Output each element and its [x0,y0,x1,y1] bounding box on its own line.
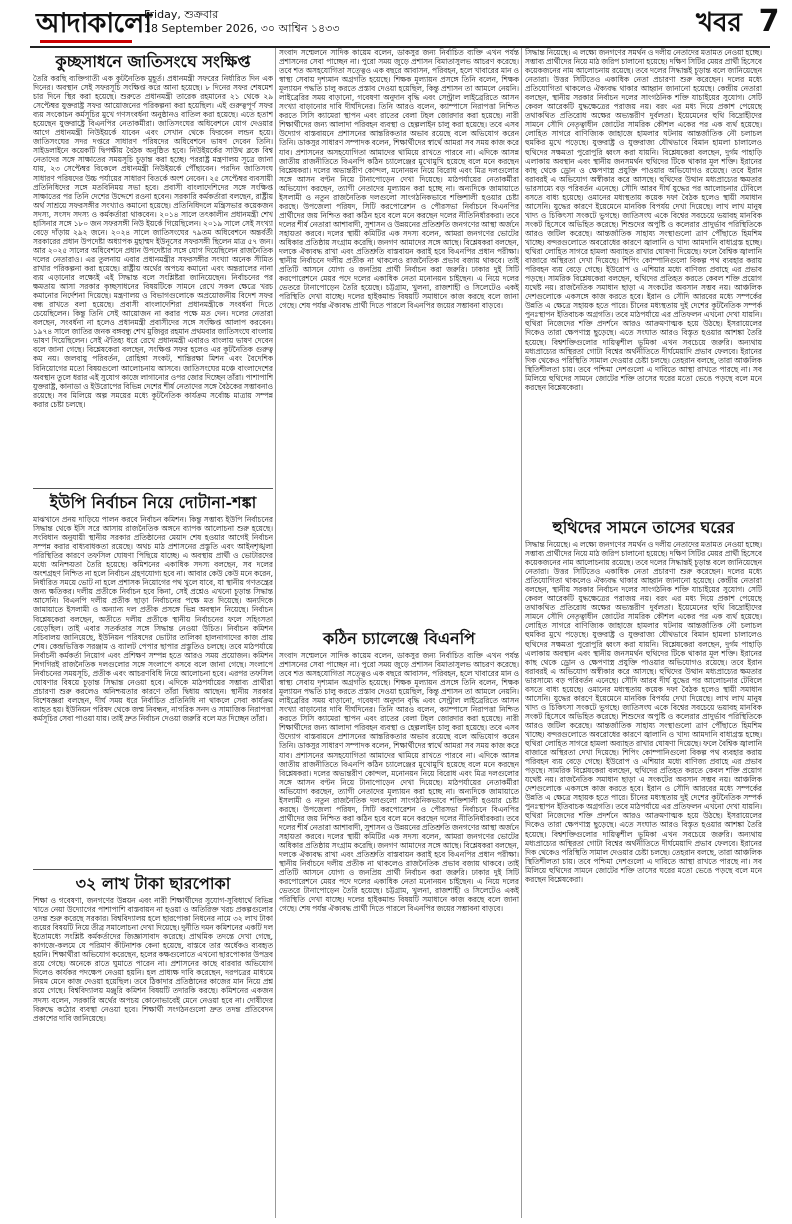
dateline [144,8,339,36]
article-body-continued: সিদ্ধান্ত নিয়েছে। এ লক্ষ্যে জনগণের সমর্থন ও দলীয় নেতাদের মতামত নেওয়া হচ্ছে। সম্ভাব্য প্রার্থীদের নিয়ে মাঠ জরিপ চালানো হয়েছে। দক্ষিণ সিটির মেয়র প্রার্থী হিসেবে কয়েকজনের নাম আলোচনায় রয়েছে। তবে দলের সিদ্ধান্তই চূড়ান্ত বলে জানিয়েছেন নেতারা। উত্তর সিটিতেও একাধিক নেতা প্রচারণা শুরু করেছেন। দলের মধ্যে প্রতিযোগিতা থাকলেও ঐক্যবদ্ধ থাকার আহ্বান জানানো হয়েছে। কেন্দ্রীয় নেতারা বলছেন, স্থানীয় সরকার নির্বাচন দলের সাংগঠনিক শক্তি যাচাইয়ের সুযোগ। সেটি কেবল আরেকটি যুদ্ধক্ষেত্রের পরাজয় নয়। বরং এর মধ্য দিয়ে প্রকাশ পেয়েছে তথাকথিত প্রতিরোধ অক্ষের অভ্যন্তরীণ দুর্বলতা। ইয়েমেনের হুথি বিদ্রোহীদের সামনে সৌদি নেতৃত্বাধীন জোটের সামরিক কৌশল একের পর এক ব্যর্থ হয়েছে। লোহিত সাগরে বাণিজ্যিক জাহাজে হামলার ঘটনায় আন্তর্জাতিক নৌ চলাচল হুমকির মুখে পড়েছে। যুক্তরাষ্ট্র ও যুক্তরাজ্য যৌথভাবে বিমান হামলা চালালেও হুথিদের সক্ষমতা পুরোপুরি ধ্বংস করা যায়নি। বিশ্লেষকেরা বলছেন, দুর্গম পাহাড়ি এলাকায় অবস্থান এবং স্থানীয় জনসমর্থন হুথিদের টিকে থাকার মূল শক্তি। ইরানের কাছ থেকে ড্রোন ও ক্ষেপণাস্ত্র প্রযুক্তি পাওয়ার অভিযোগও রয়েছে। তবে ইরান বরাবরই এ অভিযোগ অস্বীকার করে আসছে। হুথিদের উত্থান মধ্যপ্রাচ্যের ক্ষমতার ভারসাম্যে বড় পরিবর্তন এনেছে। সৌদি আরব দীর্ঘ যুদ্ধের পর আলোচনার টেবিলে বসতে বাধ্য হয়েছে। ওমানের মধ্যস্থতায় কয়েক দফা বৈঠক হলেও স্থায়ী সমাধান আসেনি। যুদ্ধের কারণে ইয়েমেনে মানবিক বিপর্যয় দেখা দিয়েছে। লাখ লাখ মানুষ খাদ্য ও চিকিৎসা সংকটে ভুগছে। জাতিসংঘ একে বিশ্বের সবচেয়ে ভয়াবহ মানবিক সংকট হিসেবে অভিহিত করেছে। শিশুদের অপুষ্টি ও কলেরার প্রাদুর্ভাব পরিস্থিতিকে আরও জটিল করেছে। আন্তর্জাতিক সাহায্য সংস্থাগুলো ত্রাণ পৌঁছাতে হিমশিম খাচ্ছে। বন্দরগুলোতে অবরোধের কারণে জ্বালানি ও খাদ্য আমদানি বাধাগ্রস্ত হচ্ছে। হুথিরা লোহিত সাগরে হামলা অব্যাহত রাখার ঘোষণা দিয়েছে। ফলে বৈশ্বিক জ্বালানি বাজারে অস্থিরতা দেখা দিয়েছে। শিপিং কোম্পানিগুলো বিকল্প পথ ব্যবহার করায় পরিবহন ব্যয় বেড়ে গেছে। ইউরোপ ও এশিয়ার মধ্যে বাণিজ্য প্রবাহে এর প্রভাব পড়ছে। সামরিক বিশ্লেষকেরা বলছেন, হুথিদের প্রতিহত করতে কেবল শক্তি প্রয়োগ যথেষ্ট নয়। রাজনৈতিক সমাধান ছাড়া এ সংকটের অবসান সম্ভব নয়। আঞ্চলিক দেশগুলোকে একসঙ্গে কাজ করতে হবে। ইরান ও সৌদি আরবের মধ্যে সম্পর্কের উন্নতি এ ক্ষেত্রে সহায়ক হতে পারে। চীনের মধ্যস্থতায় দুই দেশের কূটনৈতিক সম্পর্ক পুনঃস্থাপন ইতিবাচক অগ্রগতি। তবে মাঠপর্যায়ে এর প্রতিফলন এখনো দেখা যায়নি। হুথিরা নিজেদের শক্তি প্রদর্শনে আরও আক্রমণাত্মক হয়ে উঠছে। ইসরায়েলের দিকেও তারা ক্ষেপণাস্ত্র ছুড়েছে। এতে সংঘাত আরও বিস্তৃত হওয়ার আশঙ্কা তৈরি হয়েছে। বিশ্বশক্তিগুলোর দায়িত্বশীল ভূমিকা এখন সবচেয়ে জরুরি। অন্যথায় মধ্যপ্রাচ্যের অস্থিরতা গোটা বিশ্বের অর্থনীতিতে দীর্ঘমেয়াদি প্রভাব ফেলবে। ইরানের দিক থেকেও পরিস্থিতি সামাল দেওয়ার চেষ্টা চলছে। তেহরান বলছে, তারা আঞ্চলিক স্থিতিশীলতা চায়। তবে পশ্চিমা দেশগুলো এ দাবিতে আস্থা রাখতে পারছে না। সব মিলিয়ে হুথিদের সামনে জোটের শক্তি তাসের ঘরের মতো ভেঙে পড়ছে বলে মনে করছেন বিশ্লেষকেরা। [525,48,762,392]
article-separator [33,488,273,489]
issue-date: 18 September 2026, ৩০ আশ্বিন ১৪৩৩ [144,22,340,35]
article-body-continued: সংবাদ সম্মেলনে সাদিক কায়েম বলেন, ডাকসুর জন্য নির্বাচিত ব্যক্তি এখন পর্যন্ত প্রশাসনের সেবা পাচ্ছেন না। পুরো সময় জুড়ে প্রশাসন বিমাতাসুলভ আচরণ করেছে। তবে শত অসহযোগিতা সত্ত্বেও এক বছরে আবাসন, পরিবহন, হলে খাবারের মান ও স্বাস্থ্য সেবায় দৃশ্যমান অগ্রগতি হয়েছে। শিক্ষক মূল্যায়ন প্রসঙ্গে তিনি বলেন, শিক্ষক মূল্যায়ন পদ্ধতি চালু করতে প্রস্তাব দেওয়া হয়েছিল, কিন্তু প্রশাসন তা আমলে নেয়নি। লাইব্রেরির সময় বাড়ানো, গবেষণা অনুদান বৃদ্ধি এবং সেন্ট্রাল লাইব্রেরিতে আসন সংখ্যা বাড়ানোর দাবি দীর্ঘদিনের। তিনি আরও বলেন, ক্যাম্পাসে নিরাপত্তা নিশ্চিত করতে সিসি ক্যামেরা স্থাপন এবং রাতের বেলা টহল জোরদার করা হয়েছে। নারী শিক্ষার্থীদের জন্য আলাদা পরিবহন ব্যবস্থা ও হেল্পলাইন চালু করা হয়েছে। তবে এসব উদ্যোগ বাস্তবায়নে প্রশাসনের আন্তরিকতার অভাব রয়েছে বলে অভিযোগ করেন তিনি। ডাকসুর সাধারণ সম্পাদক বলেন, শিক্ষার্থীদের স্বার্থে আমরা সব সময় কাজ করে যাব। প্রশাসনের অসহযোগিতা আমাদের থামিয়ে রাখতে পারবে না। এদিকে আসন্ন জাতীয় রাজনীতিতে বিএনপি কঠিন চ্যালেঞ্জের মুখোমুখি হয়েছে বলে মনে করছেন বিশ্লেষকরা। দলের অভ্যন্তরীণ কোন্দল, মনোনয়ন নিয়ে বিরোধ এবং মিত্র দলগুলোর সঙ্গে আসন বণ্টন নিয়ে টানাপোড়েন দেখা দিয়েছে। মাঠপর্যায়ের নেতাকর্মীরা অভিযোগ করছেন, ত্যাগী নেতাদের মূল্যায়ন করা হচ্ছে না। অন্যদিকে জামায়াতে ইসলামী ও নতুন রাজনৈতিক দলগুলো সাংগঠনিকভাবে শক্তিশালী হওয়ার চেষ্টা করছে। উপজেলা পরিষদ, সিটি করপোরেশন ও পৌরসভা নির্বাচনে বিএনপির প্রার্থীদের জয় নিশ্চিত করা কঠিন হবে বলে মনে করছেন দলের নীতিনির্ধারকরা। তবে দলের শীর্ষ নেতারা আশাবাদী, সুশাসন ও উন্নয়নের প্রতিশ্রুতি জনগণের আস্থা অর্জনে সহায়তা করবে। দলের স্থায়ী কমিটির এক সদস্য বলেন, আমরা জনগণের ভোটের অধিকার প্রতিষ্ঠায় সংগ্রাম করেছি। জনগণ আমাদের সঙ্গে আছে। বিশ্লেষকরা বলছেন, দলকে ঐক্যবদ্ধ রাখা এবং প্রতিশ্রুতি বাস্তবায়ন করাই হবে বিএনপির প্রধান পরীক্ষা। স্থানীয় নির্বাচনে দলীয় প্রতীক না থাকলেও রাজনৈতিক প্রভাব বজায় থাকবে। তাই প্রতিটি আসনে যোগ্য ও জনপ্রিয় প্রার্থী নির্বাচন করা জরুরি। ঢাকার দুই সিটি করপোরেশনে মেয়র পদে দলের একাধিক নেতা মনোনয়ন চাইছেন। এ নিয়ে দলের ভেতরে টানাপোড়েন তৈরি হয়েছে। চট্টগ্রাম, খুলনা, রাজশাহী ও সিলেটেও একই পরিস্থিতি দেখা যাচ্ছে। দলের হাইকমান্ড বিষয়টি সমাধানে কাজ করছে বলে জানা গেছে। শেষ পর্যন্ত ঐক্যবদ্ধ প্রার্থী দিতে পারলে বিএনপির জয়ের সম্ভাবনা বাড়বে। [279,48,519,311]
article-headline[interactable]: ইউপি নির্বাচন নিয়ে দোটানা-শঙ্কা [49,493,257,512]
article-body: তৈরি করছি ব্যক্তিগাতী এক কুটনৈতিক মুহূর্ত। প্রধানমন্ত্রী সফরের নির্ধারিত দিন এক দিনের। অবস্থান সেই সফরসূচি সংক্ষিপ্ত করে আনা হয়েছে। ৮ দিনের সফর শেষমেশ চার দিনে স্থির করা হয়েছে। শুরুতে প্রধানমন্ত্রী তারেক রহমানের ২১ থেকে ২৯ সেপ্টেম্বর যুক্তরাষ্ট্র সফর আয়োজনের পরিকল্পনা করা হয়েছিল। এই গুরুত্বপূর্ণ সফর ব্যয় সংকোচন কর্মসূচির মুখে গণসংবর্ধনা অনুষ্ঠানও বাতিল করা হয়েছে। এতে হতাশ হয়েছেন যুক্তরাষ্ট্রে বিএনপির নেতাকর্মীরা। জাতিসংঘের অধিবেশনে যোগ দেওয়ার আগে প্রধানমন্ত্রী নিউইয়র্কে যাবেন এবং সেখান থেকে ফিরবেন লন্ডন হয়ে। জাতিসংঘের সদর দপ্তরে সাধারণ পরিষদের অধিবেশনে ভাষণ দেবেন তিনি। সাইডলাইনে কয়েকটি দ্বিপক্ষীয় বৈঠক অনুষ্ঠিত হবে। নিউইয়র্কের সাউথ ব্লকে বিশ্ব নেতাদের সঙ্গে সাক্ষাতের সময়সূচি চূড়ান্ত করা হচ্ছে। পররাষ্ট্র মন্ত্রণালয় সূত্রে জানা যায়, ২৩ সেপ্টেম্বর বিকেলে প্রধানমন্ত্রী নিউইয়র্কে পৌঁছাবেন। পরদিন জাতিসংঘ সাধারণ পরিষদের উচ্চ পর্যায়ের সাধারণ বিতর্কে অংশ নেবেন। ২৫ সেপ্টেম্বর ব্যবসায়ী প্রতিনিধিদের সঙ্গে মতবিনিময় সভা হবে। প্রবাসী বাংলাদেশিদের সঙ্গে সংক্ষিপ্ত সাক্ষাতের পর তিনি দেশের উদ্দেশে রওনা হবেন। সরকারি কর্মকর্তারা বলছেন, রাষ্ট্রীয় অর্থ সাশ্রয়ে সফরসঙ্গীর সংখ্যাও কমানো হয়েছে। প্রতিনিধিদলে মন্ত্রিসভার কয়েকজন সদস্য, সংসদ সদস্য ও কর্মকর্তারা থাকবেন। ২০১৪ সালে তৎকালীন প্রধানমন্ত্রী শেখ হাসিনার সঙ্গে ১৮০ জন সফরসঙ্গী নিউ ইয়র্কে গিয়েছিলেন। ২০১৯ সালে সেই সংখ্যা বেড়ে দাঁড়ায় ২৯২ জনে। ২০২৪ সালে জাতিসংঘের ৭৯তম অধিবেশনে অন্তর্বর্তী সরকারের প্রধান উপদেষ্টা অধ্যাপক মুহাম্মদ ইউনূসের সফরসঙ্গী ছিলেন মাত্র ৫৭ জন। আর ২০২৫ সালের অধিবেশনে প্রধান উপদেষ্টার সঙ্গে যোগ দিয়েছিলেন রাজনৈতিক দলের নেতারাও। এর তুলনায় এবার প্রধানমন্ত্রীর সফরসঙ্গীর সংখ্যা অনেক সীমিত রাখার পরিকল্পনা করা হয়েছে। রাষ্ট্রীয় অর্থের অপচয় কমানো এবং অন্তরালের নানা ব্যয় এড়ানোর লক্ষ্যেই এই সিদ্ধান্ত বলে সংশ্লিষ্টরা জানিয়েছেন। নির্বাচনের পর ক্ষমতায় আসা সরকার কৃচ্ছসাধনের বিষয়টিকে সামনে রেখে সকল ক্ষেত্রে খরচ কমানোর নির্দেশনা দিয়েছে। মন্ত্রণালয় ও বিভাগগুলোকে অপ্রয়োজনীয় বিদেশ সফর বন্ধ রাখতে বলা হয়েছে। প্রবাসী বাংলাদেশিরা প্রধানমন্ত্রীকে সংবর্ধনা দিতে চেয়েছিলেন। কিন্তু তিনি সেই আয়োজন না করার পক্ষে মত দেন। দলের নেতারা বলছেন, সংবর্ধনা না হলেও প্রধানমন্ত্রী প্রবাসীদের সঙ্গে সংক্ষিপ্ত আলাপ করবেন। ১৯৭৪ সালে জাতির জনক বঙ্গবন্ধু শেখ মুজিবুর রহমান প্রথমবার জাতিসংঘে বাংলায় ভাষণ দিয়েছিলেন। সেই ঐতিহ্য ধরে রেখে প্রধানমন্ত্রী এবারও বাংলায় ভাষণ দেবেন বলে জানা গেছে। বিশ্লেষকেরা বলছেন, সংক্ষিপ্ত সফর হলেও এর কূটনৈতিক গুরুত্ব কম নয়। জলবায়ু পরিবর্তন, রোহিঙ্গা সংকট, শান্তিরক্ষা মিশন এবং বৈদেশিক বিনিয়োগের মতো বিষয়গুলো আলোচনায় আসবে। জাতিসংঘের মঞ্চে বাংলাদেশের অবস্থান তুলে ধরার এই সুযোগ কাজে লাগানোর ওপর জোর দিচ্ছেন তাঁরা। পাশাপাশি যুক্তরাষ্ট্র, কানাডা ও ইউরোপের বিভিন্ন দেশের শীর্ষ নেতাদের সঙ্গে বৈঠকের সম্ভাবনাও রয়েছে। সব মিলিয়ে অল্প সময়ের মধ্যে কূটনৈতিক কার্যক্রম সর্বোচ্চ মাত্রায় সম্পন্ন করার চেষ্টা চলছে। [33,74,273,409]
logo-underline [40,40,132,43]
newspaper-logo[interactable] [36,6,152,42]
column-right [525,48,762,1220]
article-bedbugs [33,874,273,1186]
article-headline[interactable]: কঠিন চ্যালেঞ্জে বিএনপি [322,629,476,648]
article-separator [33,869,273,870]
article-body: শিক্ষা ও গবেষণা, জনগণের উন্নয়ন এবং নারী শিক্ষার্থীদের সুযোগ-সুবিধার্থে বিভিন্ন খাতে নেয়া উদ্যোগের পাশাপাশি বাস্তবায়ন না হওয়া ও অতিরিক্ত খরচ প্রকল্পগুলোর তদন্ত শুরু করেছে সরকার। বিশ্ববিদ্যালয় হলে ছারপোকা নিধনের নামে ৩২ লাখ টাকা ব্যয়ের বিষয়টি নিয়ে তীব্র সমালোচনা দেখা দিয়েছে। দুর্নীতি দমন কমিশনের একটি দল ইতোমধ্যে সংশ্লিষ্ট কর্মকর্তাদের জিজ্ঞাসাবাদ করেছে। প্রাথমিক তদন্তে দেখা গেছে, কাগজে-কলমে যে পরিমাণ কীটনাশক কেনা হয়েছে, বাস্তবে তার অর্ধেকও ব্যবহৃত হয়নি। শিক্ষার্থীরা অভিযোগ করেছেন, হলের কক্ষগুলোতে এখনো ছারপোকার উপদ্রব রয়ে গেছে। অনেকে রাতে ঘুমাতে পারেন না। প্রশাসনের কাছে বারবার অভিযোগ দিলেও কার্যকর পদক্ষেপ নেওয়া হয়নি। হল প্রাধ্যক্ষ দাবি করেছেন, দরপত্রের মাধ্যমে নিয়ম মেনে কাজ দেওয়া হয়েছিল। তবে ঠিকাদার প্রতিষ্ঠানের কাজের মান নিয়ে প্রশ্ন রয়ে গেছে। বিশ্ববিদ্যালয় মঞ্জুরি কমিশন বিষয়টি তদারকি করছে। কমিশনের একজন সদস্য বলেন, সরকারি অর্থের অপচয় কোনোভাবেই মেনে নেওয়া হবে না। দোষীদের বিরুদ্ধে কঠোর ব্যবস্থা নেওয়া হবে। শিক্ষার্থী সংগঠনগুলো দ্রুত তদন্ত প্রতিবেদন প্রকাশের দাবি জানিয়েছে। [33,896,273,1023]
weekday: Friday, শুক্রবার [144,8,219,21]
article-body: সিদ্ধান্ত নিয়েছে। এ লক্ষ্যে জনগণের সমর্থন ও দলীয় নেতাদের মতামত নেওয়া হচ্ছে। সম্ভাব্য প্রার্থীদের নিয়ে মাঠ জরিপ চালানো হয়েছে। দক্ষিণ সিটির মেয়র প্রার্থী হিসেবে কয়েকজনের নাম আলোচনায় রয়েছে। তবে দলের সিদ্ধান্তই চূড়ান্ত বলে জানিয়েছেন নেতারা। উত্তর সিটিতেও একাধিক নেতা প্রচারণা শুরু করেছেন। দলের মধ্যে প্রতিযোগিতা থাকলেও ঐক্যবদ্ধ থাকার আহ্বান জানানো হয়েছে। কেন্দ্রীয় নেতারা বলছেন, স্থানীয় সরকার নির্বাচন দলের সাংগঠনিক শক্তি যাচাইয়ের সুযোগ। সেটি কেবল আরেকটি যুদ্ধক্ষেত্রের পরাজয় নয়। বরং এর মধ্য দিয়ে প্রকাশ পেয়েছে তথাকথিত প্রতিরোধ অক্ষের অভ্যন্তরীণ দুর্বলতা। ইয়েমেনের হুথি বিদ্রোহীদের সামনে সৌদি নেতৃত্বাধীন জোটের সামরিক কৌশল একের পর এক ব্যর্থ হয়েছে। লোহিত সাগরে বাণিজ্যিক জাহাজে হামলার ঘটনায় আন্তর্জাতিক নৌ চলাচল হুমকির মুখে পড়েছে। যুক্তরাষ্ট্র ও যুক্তরাজ্য যৌথভাবে বিমান হামলা চালালেও হুথিদের সক্ষমতা পুরোপুরি ধ্বংস করা যায়নি। বিশ্লেষকেরা বলছেন, দুর্গম পাহাড়ি এলাকায় অবস্থান এবং স্থানীয় জনসমর্থন হুথিদের টিকে থাকার মূল শক্তি। ইরানের কাছ থেকে ড্রোন ও ক্ষেপণাস্ত্র প্রযুক্তি পাওয়ার অভিযোগও রয়েছে। তবে ইরান বরাবরই এ অভিযোগ অস্বীকার করে আসছে। হুথিদের উত্থান মধ্যপ্রাচ্যের ক্ষমতার ভারসাম্যে বড় পরিবর্তন এনেছে। সৌদি আরব দীর্ঘ যুদ্ধের পর আলোচনার টেবিলে বসতে বাধ্য হয়েছে। ওমানের মধ্যস্থতায় কয়েক দফা বৈঠক হলেও স্থায়ী সমাধান আসেনি। যুদ্ধের কারণে ইয়েমেনে মানবিক বিপর্যয় দেখা দিয়েছে। লাখ লাখ মানুষ খাদ্য ও চিকিৎসা সংকটে ভুগছে। জাতিসংঘ একে বিশ্বের সবচেয়ে ভয়াবহ মানবিক সংকট হিসেবে অভিহিত করেছে। শিশুদের অপুষ্টি ও কলেরার প্রাদুর্ভাব পরিস্থিতিকে আরও জটিল করেছে। আন্তর্জাতিক সাহায্য সংস্থাগুলো ত্রাণ পৌঁছাতে হিমশিম খাচ্ছে। বন্দরগুলোতে অবরোধের কারণে জ্বালানি ও খাদ্য আমদানি বাধাগ্রস্ত হচ্ছে। হুথিরা লোহিত সাগরে হামলা অব্যাহত রাখার ঘোষণা দিয়েছে। ফলে বৈশ্বিক জ্বালানি বাজারে অস্থিরতা দেখা দিয়েছে। শিপিং কোম্পানিগুলো বিকল্প পথ ব্যবহার করায় পরিবহন ব্যয় বেড়ে গেছে। ইউরোপ ও এশিয়ার মধ্যে বাণিজ্য প্রবাহে এর প্রভাব পড়ছে। সামরিক বিশ্লেষকেরা বলছেন, হুথিদের প্রতিহত করতে কেবল শক্তি প্রয়োগ যথেষ্ট নয়। রাজনৈতিক সমাধান ছাড়া এ সংকটের অবসান সম্ভব নয়। আঞ্চলিক দেশগুলোকে একসঙ্গে কাজ করতে হবে। ইরান ও সৌদি আরবের মধ্যে সম্পর্কের উন্নতি এ ক্ষেত্রে সহায়ক হতে পারে। চীনের মধ্যস্থতায় দুই দেশের কূটনৈতিক সম্পর্ক পুনঃস্থাপন ইতিবাচক অগ্রগতি। তবে মাঠপর্যায়ে এর প্রতিফলন এখনো দেখা যায়নি। হুথিরা নিজেদের শক্তি প্রদর্শনে আরও আক্রমণাত্মক হয়ে উঠছে। ইসরায়েলের দিকেও তারা ক্ষেপণাস্ত্র ছুড়েছে। এতে সংঘাত আরও বিস্তৃত হওয়ার আশঙ্কা তৈরি হয়েছে। বিশ্বশক্তিগুলোর দায়িত্বশীল ভূমিকা এখন সবচেয়ে জরুরি। অন্যথায় মধ্যপ্রাচ্যের অস্থিরতা গোটা বিশ্বের অর্থনীতিতে দীর্ঘমেয়াদি প্রভাব ফেলবে। ইরানের দিক থেকেও পরিস্থিতি সামাল দেওয়ার চেষ্টা চলছে। তেহরান বলছে, তারা আঞ্চলিক স্থিতিশীলতা চায়। তবে পশ্চিমা দেশগুলো এ দাবিতে আস্থা রাখতে পারছে না। সব মিলিয়ে হুথিদের সামনে জোটের শক্তি তাসের ঘরের মতো ভেঙে পড়ছে বলে মনে করছেন বিশ্লেষকেরা। [525,540,762,884]
column-divider [521,48,522,1218]
column-middle [279,48,519,1220]
logo-text: আদাকালো [36,8,152,39]
article-austerity [33,52,273,486]
article-headline[interactable]: ৩২ লাখ টাকা ছারপোকা [75,874,231,893]
article-bnp-challenge [279,48,519,1211]
column-divider [275,48,276,1218]
masthead [30,2,780,48]
article-body: সংবাদ সম্মেলনে সাদিক কায়েম বলেন, ডাকসুর জন্য নির্বাচিত ব্যক্তি এখন পর্যন্ত প্রশাসনের সেবা পাচ্ছেন না। পুরো সময় জুড়ে প্রশাসন বিমাতাসুলভ আচরণ করেছে। তবে শত অসহযোগিতা সত্ত্বেও এক বছরে আবাসন, পরিবহন, হলে খাবারের মান ও স্বাস্থ্য সেবায় দৃশ্যমান অগ্রগতি হয়েছে। শিক্ষক মূল্যায়ন প্রসঙ্গে তিনি বলেন, শিক্ষক মূল্যায়ন পদ্ধতি চালু করতে প্রস্তাব দেওয়া হয়েছিল, কিন্তু প্রশাসন তা আমলে নেয়নি। লাইব্রেরির সময় বাড়ানো, গবেষণা অনুদান বৃদ্ধি এবং সেন্ট্রাল লাইব্রেরিতে আসন সংখ্যা বাড়ানোর দাবি দীর্ঘদিনের। তিনি আরও বলেন, ক্যাম্পাসে নিরাপত্তা নিশ্চিত করতে সিসি ক্যামেরা স্থাপন এবং রাতের বেলা টহল জোরদার করা হয়েছে। নারী শিক্ষার্থীদের জন্য আলাদা পরিবহন ব্যবস্থা ও হেল্পলাইন চালু করা হয়েছে। তবে এসব উদ্যোগ বাস্তবায়নে প্রশাসনের আন্তরিকতার অভাব রয়েছে বলে অভিযোগ করেন তিনি। ডাকসুর সাধারণ সম্পাদক বলেন, শিক্ষার্থীদের স্বার্থে আমরা সব সময় কাজ করে যাব। প্রশাসনের অসহযোগিতা আমাদের থামিয়ে রাখতে পারবে না। এদিকে আসন্ন জাতীয় রাজনীতিতে বিএনপি কঠিন চ্যালেঞ্জের মুখোমুখি হয়েছে বলে মনে করছেন বিশ্লেষকরা। দলের অভ্যন্তরীণ কোন্দল, মনোনয়ন নিয়ে বিরোধ এবং মিত্র দলগুলোর সঙ্গে আসন বণ্টন নিয়ে টানাপোড়েন দেখা দিয়েছে। মাঠপর্যায়ের নেতাকর্মীরা অভিযোগ করছেন, ত্যাগী নেতাদের মূল্যায়ন করা হচ্ছে না। অন্যদিকে জামায়াতে ইসলামী ও নতুন রাজনৈতিক দলগুলো সাংগঠনিকভাবে শক্তিশালী হওয়ার চেষ্টা করছে। উপজেলা পরিষদ, সিটি করপোরেশন ও পৌরসভা নির্বাচনে বিএনপির প্রার্থীদের জয় নিশ্চিত করা কঠিন হবে বলে মনে করছেন দলের নীতিনির্ধারকরা। তবে দলের শীর্ষ নেতারা আশাবাদী, সুশাসন ও উন্নয়নের প্রতিশ্রুতি জনগণের আস্থা অর্জনে সহায়তা করবে। দলের স্থায়ী কমিটির এক সদস্য বলেন, আমরা জনগণের ভোটের অধিকার প্রতিষ্ঠায় সংগ্রাম করেছি। জনগণ আমাদের সঙ্গে আছে। বিশ্লেষকরা বলছেন, দলকে ঐক্যবদ্ধ রাখা এবং প্রতিশ্রুতি বাস্তবায়ন করাই হবে বিএনপির প্রধান পরীক্ষা। স্থানীয় নির্বাচনে দলীয় প্রতীক না থাকলেও রাজনৈতিক প্রভাব বজায় থাকবে। তাই প্রতিটি আসনে যোগ্য ও জনপ্রিয় প্রার্থী নির্বাচন করা জরুরি। ঢাকার দুই সিটি করপোরেশনে মেয়র পদে দলের একাধিক নেতা মনোনয়ন চাইছেন। এ নিয়ে দলের ভেতরে টানাপোড়েন তৈরি হয়েছে। চট্টগ্রাম, খুলনা, রাজশাহী ও সিলেটেও একই পরিস্থিতি দেখা যাচ্ছে। দলের হাইকমান্ড বিষয়টি সমাধানে কাজ করছে বলে জানা গেছে। শেষ পর্যন্ত ঐক্যবদ্ধ প্রার্থী দিতে পারলে বিএনপির জয়ের সম্ভাবনা বাড়বে। [279,651,519,914]
article-headline[interactable]: হুথিদের সামনে তাসের ঘরের [552,518,735,537]
column-left [33,48,273,1220]
article-houthi [525,48,762,1200]
page-number: 7 [758,4,780,39]
article-headline[interactable]: কুচ্ছসাধনে জাতিসংঘে সংক্ষিপ্ত [55,52,251,71]
article-body: মাঝখানে প্রনয় দাড়িয়ে পালন করবে নির্বাচন কমিশন। কিন্তু সম্ভাব্য ইউপি নির্বাচনের সিদ্ধান্ত থেকে ইসি সরে আসায় রাজনৈতিক অঙ্গনে ব্যাপক আলোচনা শুরু হয়েছে। সংবিধান অনুযায়ী স্থানীয় সরকার প্রতিষ্ঠানের মেয়াদ শেষ হওয়ার আগেই নির্বাচন সম্পন্ন করার বাধ্যবাধকতা রয়েছে। অথচ মাঠ প্রশাসনের প্রস্তুতি এবং আইনশৃঙ্খলা পরিস্থিতির কারণে তফসিল ঘোষণা পিছিয়ে যাচ্ছে। এ অবস্থায় প্রার্থী ও ভোটারদের মধ্যে অনিশ্চয়তা তৈরি হয়েছে। কমিশনের একাধিক সদস্য বলছেন, সব দলের অংশগ্রহণ নিশ্চিত না হলে নির্বাচন গ্রহণযোগ্য হবে না। আবার কেউ কেউ মনে করেন, নির্ধারিত সময়ে ভোট না হলে প্রশাসক নিয়োগের পথ খুলে যাবে, যা স্থানীয় গণতন্ত্রের জন্য ক্ষতিকর। দলীয় প্রতীকে নির্বাচন হবে কিনা, সেই প্রশ্নেও এখনো চূড়ান্ত সিদ্ধান্ত আসেনি। বিএনপি দলীয় প্রতীক ছাড়া নির্বাচনের পক্ষে মত দিয়েছে। অন্যদিকে জামায়াতে ইসলামী ও অন্যান্য দল প্রতীক প্রসঙ্গে ভিন্ন অবস্থান নিয়েছে। নির্বাচন বিশ্লেষকেরা বলছেন, অতীতে দলীয় প্রতীকে স্থানীয় নির্বাচনের ফলে সহিংসতা বেড়েছিল। তাই এবার সতর্কতার সঙ্গে সিদ্ধান্ত নেওয়া উচিত। নির্বাচন কমিশন সচিবালয় জানিয়েছে, ইউনিয়ন পরিষদের ভোটার তালিকা হালনাগাদের কাজ প্রায় শেষ। কেন্দ্রভিত্তিক সরঞ্জাম ও ব্যালট পেপার ছাপার প্রস্তুতিও চলছে। তবে মাঠপর্যায়ে নির্বাচনী কর্মকর্তা নিয়োগ এবং প্রশিক্ষণ সম্পন্ন হতে আরও সময় প্রয়োজন। কমিশন শিগগিরই রাজনৈতিক দলগুলোর সঙ্গে সংলাপে বসবে বলে জানা গেছে। সংলাপে নির্বাচনের সময়সূচি, প্রতীক এবং আচরণবিধি নিয়ে আলোচনা হবে। এরপর তফসিল ঘোষণার বিষয়ে চূড়ান্ত সিদ্ধান্ত নেওয়া হবে। এদিকে মাঠপর্যায়ের সম্ভাব্য প্রার্থীরা প্রচারণা শুরু করলেও অনিশ্চয়তার কারণে তাঁরা দ্বিধায় আছেন। স্থানীয় সরকার বিশেষজ্ঞরা বলছেন, দীর্ঘ সময় ধরে নির্বাচিত প্রতিনিধি না থাকলে সেবা কার্যক্রম ব্যাহত হয়। ইউনিয়ন পরিষদ থেকে জন্ম নিবন্ধন, নাগরিক সনদ ও সামাজিক নিরাপত্তা কর্মসূচির সেবা পাওয়া যায়। তাই দ্রুত নির্বাচন দেওয়া জরুরি বলে মত দিচ্ছেন তাঁরা। [33,515,273,724]
section-name: খবর [696,8,742,38]
article-up-election [33,493,273,867]
